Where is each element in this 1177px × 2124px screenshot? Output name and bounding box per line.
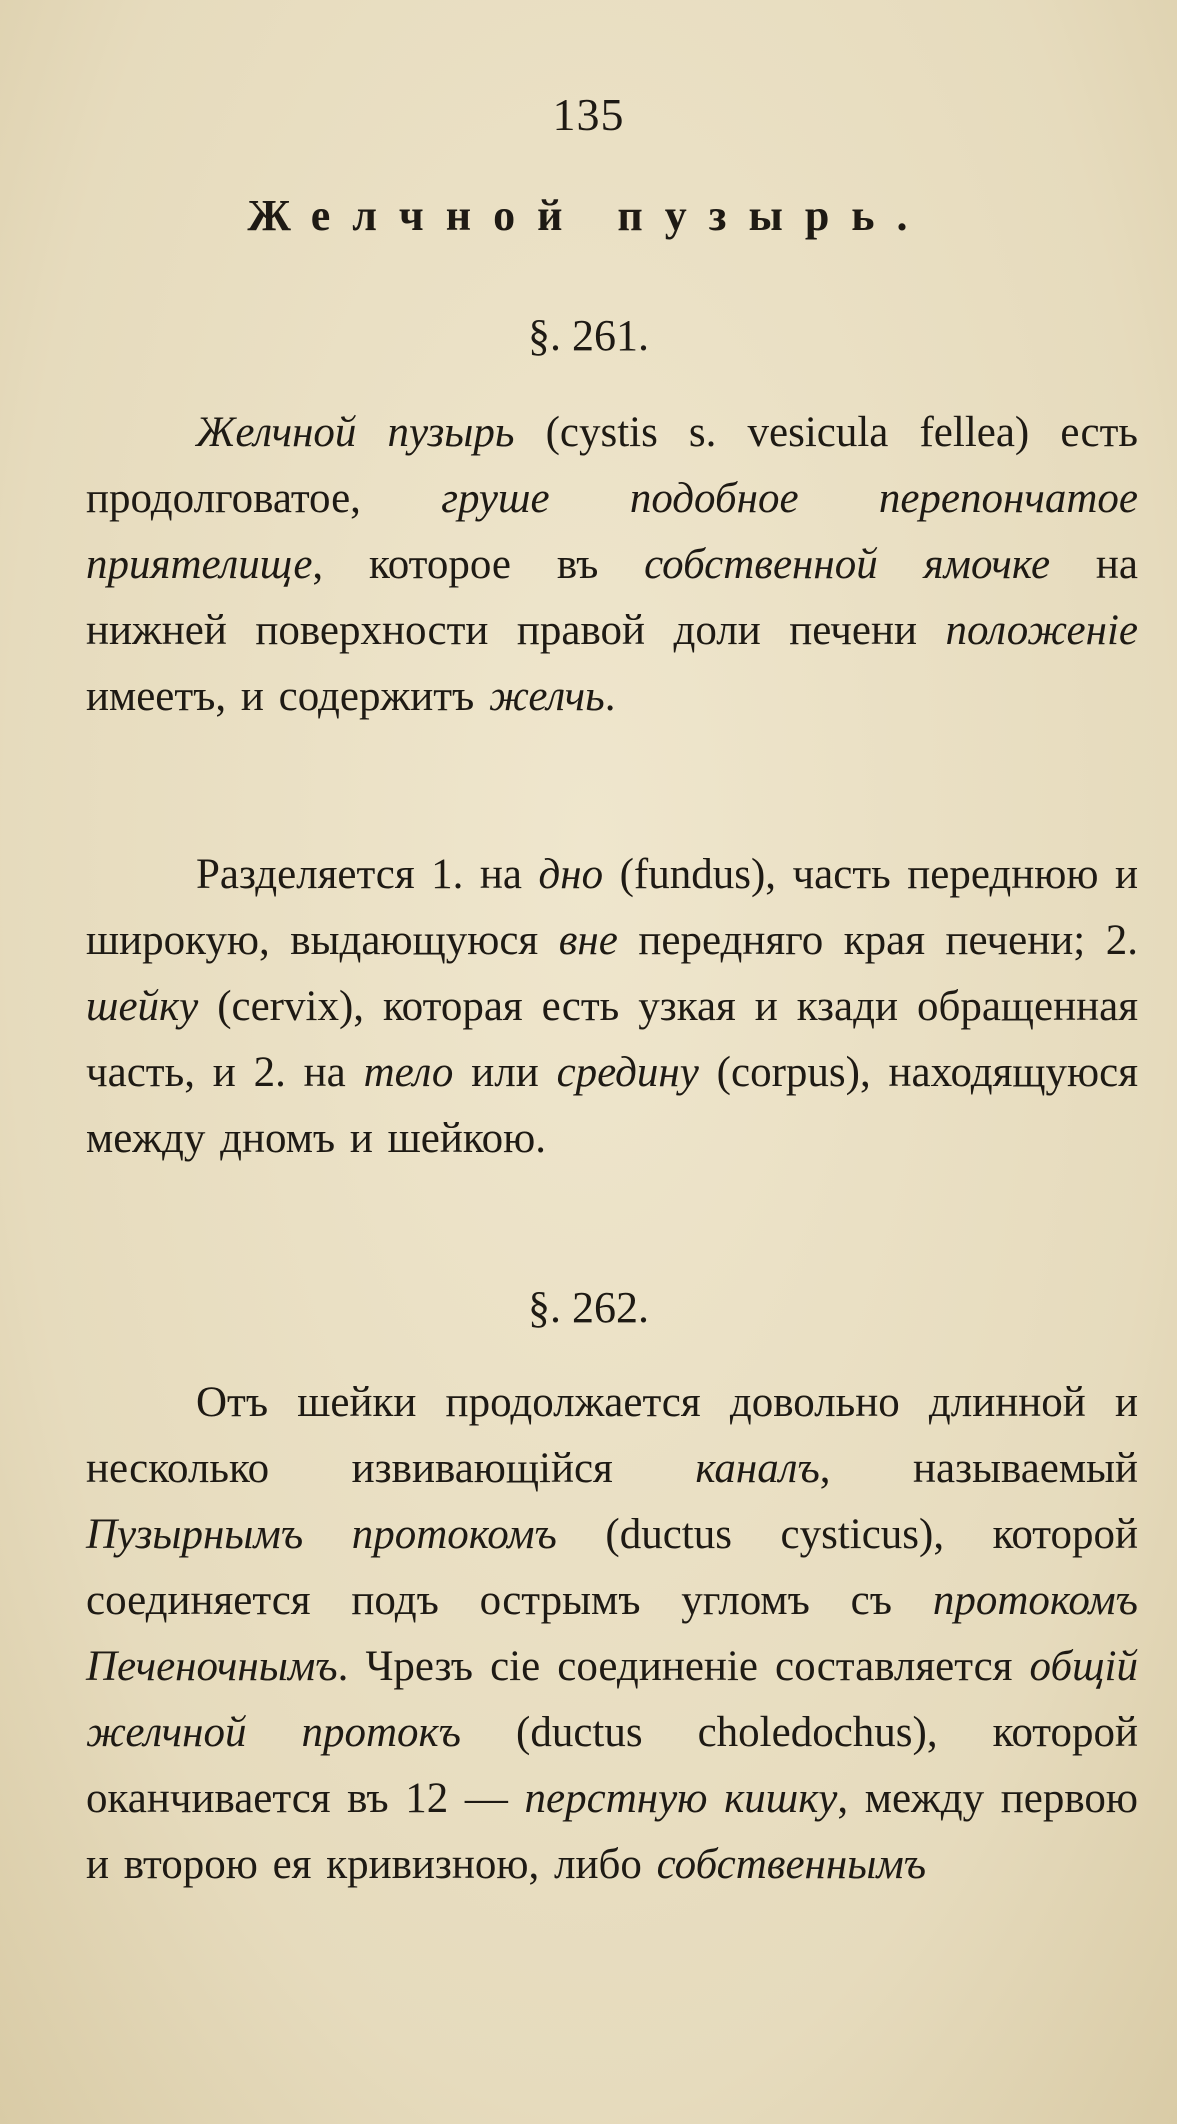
paragraph-gallbladder-definition	[86, 400, 1138, 730]
term-position: положенiе	[945, 607, 1138, 654]
text-run: передняго края печени; 2.	[617, 917, 1138, 964]
chapter-title: Желчной пузырь.	[247, 191, 930, 240]
paragraph-cystic-duct	[86, 1370, 1138, 1898]
term-canal: каналъ	[695, 1445, 820, 1492]
section-heading-261: §. 261.	[528, 311, 649, 360]
text-run: (ductus choledochus), которой оканчивается въ 12 —	[86, 1709, 1138, 1822]
text-run: .	[604, 673, 616, 720]
text-run: (fundus), часть переднюю и широкую, выдающуюся	[86, 851, 1138, 964]
paragraph-gallbladder-parts	[86, 842, 1138, 1172]
text-run: Отъ шейки продолжается довольно длинной и несколько извивающiйся	[86, 1379, 1138, 1492]
text-run: или	[453, 1049, 557, 1096]
paragraph-text	[86, 1370, 1138, 1898]
term-duodenum: перстную кишку	[524, 1775, 838, 1822]
term-bile: желчь	[489, 673, 605, 720]
page-number: 135	[552, 89, 625, 140]
text-run: , между первою и второю ея кривизною, либо	[86, 1775, 1139, 1888]
term-common-bile-duct: общiй желчной протокъ	[86, 1643, 1138, 1756]
text-run: (cystis s. vesicula fellea) есть продолговатое,	[86, 409, 1138, 522]
term-neck: шейку	[86, 983, 199, 1030]
term-own-fossa: собственной ямочке	[644, 541, 1051, 588]
text-run: , которое въ	[312, 541, 645, 588]
term-cystic-duct: Пузырнымъ протокомъ	[86, 1511, 557, 1558]
paragraph-text	[86, 842, 1138, 1172]
term-pear-shaped-receptacle: груше подобное перепончатое приятелище	[86, 475, 1138, 588]
text-run: Разделяется 1. на	[196, 851, 539, 898]
text-run: . Чрезъ сiе соединенiе составляется	[337, 1643, 1030, 1690]
term-own: собственнымъ	[656, 1841, 927, 1888]
paragraph-text	[86, 400, 1138, 730]
term-middle: средину	[556, 1049, 699, 1096]
text-run: (corpus), находящуюся между дномъ и шейкою.	[86, 1049, 1138, 1162]
term-gallbladder: Желчной пузырь	[196, 409, 515, 456]
text-run: (ductus cysticus), которой соединяется подъ острымъ угломъ съ	[86, 1511, 1138, 1624]
term-hepatic-duct: протокомъ Печеночнымъ	[86, 1577, 1138, 1690]
term-fundus: дно	[538, 851, 604, 898]
text-run: на нижней поверхности правой доли печени	[86, 541, 1138, 654]
text-run: имеетъ, и содержитъ	[86, 673, 489, 720]
term-outside: вне	[558, 917, 618, 964]
term-body: тело	[363, 1049, 454, 1096]
text-run: (cervix), которая есть узкая и кзади обращенная часть, и 2. на	[86, 983, 1138, 1096]
section-heading-262: §. 262.	[528, 1283, 649, 1332]
text-run: , называемый	[819, 1445, 1138, 1492]
